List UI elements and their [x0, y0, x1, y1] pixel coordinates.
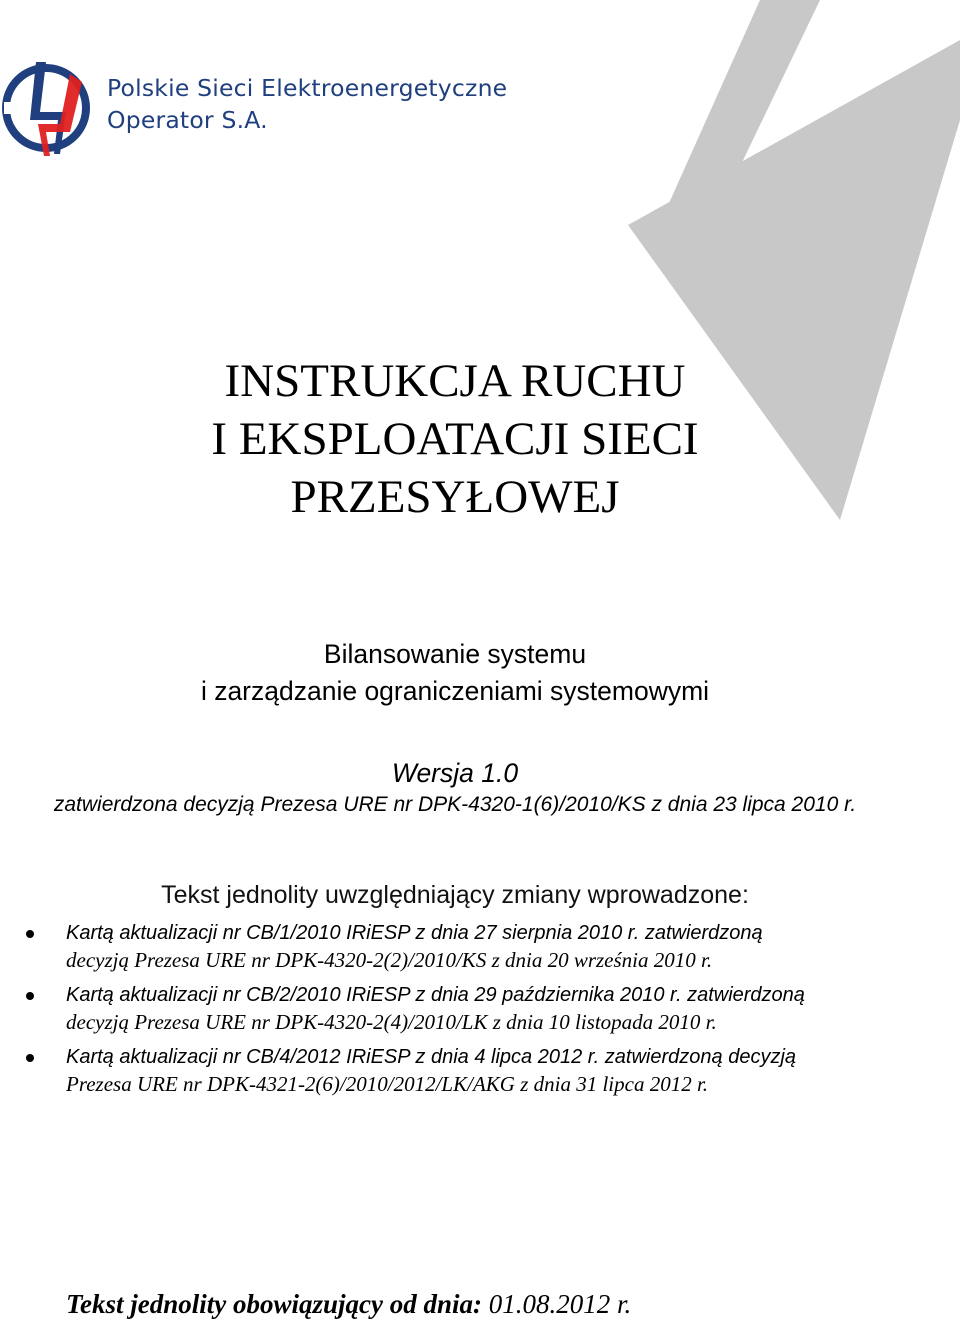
bullet-icon — [26, 992, 34, 1000]
list-item — [22, 982, 888, 1036]
title-line2: I EKSPLOATACJI SIECI — [211, 413, 699, 465]
change-line2: decyzją Prezesa URE nr DPK-4320-2(2)/2010/KS z dnia 20 września 2010 r. — [66, 948, 713, 972]
title-line3: PRZESYŁOWEJ — [290, 471, 620, 523]
subtitle-line2: i zarządzanie ograniczeniami systemowymi — [200, 676, 710, 706]
company-name-line1: Polskie Sieci Elektroenergetyczne — [107, 74, 508, 102]
version-block — [0, 756, 910, 820]
changes-list — [22, 920, 888, 1106]
change-line2: decyzją Prezesa URE nr DPK-4320-2(4)/2010/LK z dnia 10 listopada 2010 r. — [66, 1010, 717, 1034]
version-approval: zatwierdzona decyzją Prezesa URE nr DPK-4320-1(6)/2010/KS z dnia 23 lipca 2010 r. — [53, 793, 857, 816]
effective-date-value: 01.08.2012 r. — [488, 1289, 632, 1319]
company-name-line2: Operator S.A. — [107, 106, 268, 134]
document-title — [0, 352, 910, 526]
version-label: Wersja 1.0 — [391, 758, 519, 788]
list-item — [22, 920, 888, 974]
change-line1: Kartą aktualizacji nr CB/1/2010 IRiESP z dnia 27 sierpnia 2010 r. zatwierdzoną — [66, 922, 763, 944]
consolidated-heading: Tekst jednolity uwzględniający zmiany wprowadzone: — [161, 881, 749, 909]
effective-label: Tekst jednolity obowiązujący od dnia: — [66, 1289, 483, 1319]
bullet-icon — [26, 1054, 34, 1062]
change-line1: Kartą aktualizacji nr CB/4/2012 IRiESP z dnia 4 lipca 2012 r. zatwierdzoną decyzją — [66, 1046, 797, 1068]
pse-logo-icon — [0, 52, 100, 164]
change-line2: Prezesa URE nr DPK-4321-2(6)/2010/2012/LK/AKG z dnia 31 lipca 2012 r. — [66, 1072, 709, 1096]
company-name — [107, 72, 507, 136]
document-subtitle — [0, 636, 910, 710]
bullet-icon — [26, 930, 34, 938]
list-item — [22, 1044, 888, 1098]
subtitle-line1: Bilansowanie systemu — [323, 639, 587, 669]
change-line1: Kartą aktualizacji nr CB/2/2010 IRiESP z dnia 29 października 2010 r. zatwierdzoną — [66, 984, 805, 1006]
effective-date — [66, 1286, 631, 1322]
title-line1: INSTRUKCJA RUCHU — [224, 355, 686, 407]
